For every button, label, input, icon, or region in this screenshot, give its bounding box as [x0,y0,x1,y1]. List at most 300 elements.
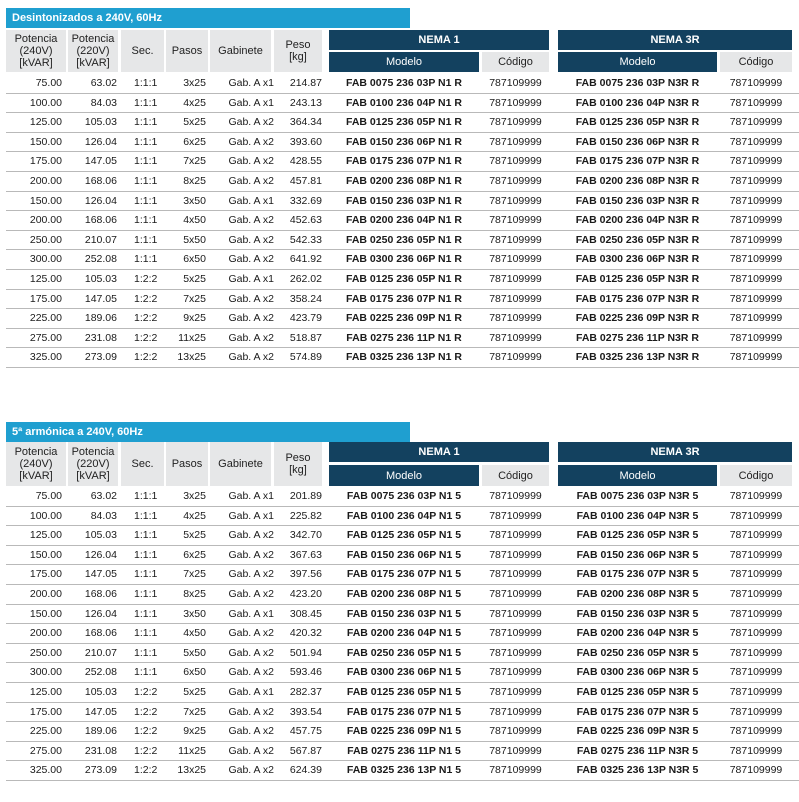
cell-modelo-nema1: FAB 0150 236 06P N1 5 [346,548,462,561]
cell-modelo-nema3r: FAB 0175 236 07P N3R 5 [576,568,699,581]
cell-codigo-nema1: 787109999 [489,509,542,522]
cell-modelo-nema1: FAB 0225 236 09P N1 R [346,312,462,325]
cell-modelo-nema3r: FAB 0125 236 05P N3R R [575,116,700,129]
cell-modelo-nema3r: FAB 0200 236 08P N3R R [575,175,700,187]
cell-codigo-nema1: 787109999 [489,568,542,581]
table-row [6,507,799,527]
cell-peso: 397.56 [289,568,322,581]
table-row [6,152,799,172]
cell-sec: 1:1:1 [134,529,158,542]
cell-gabinete: Gab. A x1 [228,607,274,620]
cell-gabinete: Gab. A x1 [228,77,274,89]
table-row [6,487,799,507]
cell-potencia-240: 175.00 [29,568,62,581]
cell-potencia-240: 200.00 [29,627,62,640]
cell-potencia-240: 125.00 [29,116,62,129]
cell-modelo-nema1: FAB 0250 236 05P N1 5 [346,646,462,659]
cell-gabinete: Gab. A x2 [228,292,274,305]
table-row [6,290,799,310]
col-header-gabinete: Gabinete [210,442,271,486]
cell-gabinete: Gab. A x2 [228,175,274,187]
table-row [6,605,799,625]
cell-peso: 332.69 [289,194,322,207]
cell-peso: 262.02 [289,273,322,285]
cell-gabinete: Gab. A x2 [228,568,274,581]
cell-codigo-nema1: 787109999 [489,135,542,148]
cell-codigo-nema3r: 787109999 [729,568,783,581]
cell-codigo-nema1: 787109999 [489,764,542,777]
cell-modelo-nema3r: FAB 0150 236 03P N3R R [575,194,700,207]
cell-sec: 1:1:1 [134,548,158,561]
cell-modelo-nema3r: FAB 0075 236 03P N3R R [575,77,700,89]
table-row [6,309,799,329]
cell-peso: 225.82 [289,509,322,522]
cell-codigo-nema3r: 787109999 [729,725,783,738]
cell-peso: 624.39 [289,764,322,777]
cell-pasos: 11x25 [178,744,206,757]
cell-codigo-nema3r: 787109999 [729,588,783,600]
cell-potencia-220: 231.08 [84,331,117,344]
cell-peso: 214.87 [289,77,322,89]
cell-codigo-nema3r: 787109999 [729,253,783,266]
nema1-modelo-header: Modelo [329,465,479,486]
cell-gabinete: Gab. A x1 [228,509,274,522]
cell-gabinete: Gab. A x1 [228,194,274,207]
cell-modelo-nema1: FAB 0200 236 04P N1 R [346,214,462,227]
cell-potencia-220: 168.06 [84,214,117,227]
nema1-codigo-header: Código [482,465,549,486]
cell-pasos: 6x50 [183,253,206,266]
cell-peso: 593.46 [289,666,322,679]
cell-modelo-nema3r: FAB 0175 236 07P N3R R [575,155,700,168]
cell-potencia-220: 147.05 [84,292,117,305]
cell-codigo-nema1: 787109999 [489,77,542,89]
cell-pasos: 8x25 [183,175,206,187]
cell-potencia-220: 231.08 [84,744,117,757]
table-row [6,703,799,723]
nema1-codigo-header: Código [482,52,549,72]
cell-potencia-240: 125.00 [29,686,62,698]
cell-modelo-nema3r: FAB 0125 236 05P N3R R [575,273,700,285]
cell-codigo-nema1: 787109999 [489,607,542,620]
nema3r-codigo-header: Código [720,52,792,72]
cell-modelo-nema3r: FAB 0275 236 11P N3R 5 [576,744,699,757]
cell-pasos: 4x50 [183,627,206,640]
cell-modelo-nema1: FAB 0075 236 03P N1 5 [346,490,462,502]
cell-pasos: 13x25 [177,764,206,777]
cell-peso: 358.24 [289,292,322,305]
cell-peso: 308.45 [289,607,322,620]
cell-potencia-240: 200.00 [29,214,62,227]
cell-modelo-nema3r: FAB 0200 236 04P N3R 5 [576,627,699,640]
cell-potencia-220: 189.06 [84,725,117,738]
cell-modelo-nema1: FAB 0150 236 03P N1 5 [346,607,462,620]
cell-gabinete: Gab. A x2 [228,233,274,246]
cell-potencia-240: 300.00 [29,666,62,679]
cell-codigo-nema1: 787109999 [489,214,542,227]
cell-potencia-220: 84.03 [90,509,117,522]
cell-peso: 641.92 [289,253,322,266]
cell-potencia-240: 150.00 [29,607,62,620]
cell-potencia-220: 252.08 [84,253,117,266]
cell-sec: 1:1:1 [134,627,158,640]
table-row [6,113,799,133]
cell-sec: 1:2:2 [134,764,158,777]
cell-codigo-nema3r: 787109999 [729,607,783,620]
col-header-pasos: Pasos [166,442,208,486]
cell-modelo-nema3r: FAB 0225 236 09P N3R R [575,312,700,325]
cell-potencia-240: 200.00 [29,588,62,600]
cell-peso: 518.87 [289,331,322,344]
cell-peso: 457.75 [289,725,322,738]
cell-modelo-nema3r: FAB 0175 236 07P N3R R [575,292,700,305]
cell-modelo-nema3r: FAB 0125 236 05P N3R 5 [576,686,699,698]
cell-modelo-nema3r: FAB 0275 236 11P N3R R [576,331,699,344]
cell-modelo-nema3r: FAB 0250 236 05P N3R 5 [576,646,699,659]
cell-sec: 1:1:1 [134,646,158,659]
cell-pasos: 8x25 [183,588,206,600]
cell-modelo-nema1: FAB 0175 236 07P N1 5 [346,705,462,718]
cell-pasos: 9x25 [183,725,206,738]
cell-potencia-220: 105.03 [84,273,117,285]
cell-sec: 1:2:2 [134,725,158,738]
cell-codigo-nema3r: 787109999 [729,96,783,109]
cell-peso: 420.32 [289,627,322,640]
cell-modelo-nema1: FAB 0200 236 08P N1 R [346,175,462,187]
cell-pasos: 3x50 [183,607,206,620]
cell-sec: 1:1:1 [134,490,158,502]
nema3r-header: NEMA 3R [558,442,792,462]
cell-gabinete: Gab. A x1 [228,490,274,502]
table-row [6,133,799,153]
cell-codigo-nema3r: 787109999 [729,764,783,777]
cell-potencia-240: 100.00 [29,509,62,522]
cell-pasos: 5x25 [183,273,206,285]
table-row [6,742,799,762]
cell-peso: 364.34 [289,116,322,129]
cell-codigo-nema3r: 787109999 [729,686,783,698]
cell-potencia-220: 126.04 [84,607,117,620]
table-row [6,663,799,683]
cell-potencia-220: 189.06 [84,312,117,325]
cell-potencia-240: 125.00 [29,273,62,285]
cell-potencia-240: 175.00 [29,155,62,168]
cell-modelo-nema1: FAB 0125 236 05P N1 R [346,273,462,285]
cell-potencia-240: 250.00 [29,233,62,246]
cell-potencia-220: 84.03 [90,96,117,109]
col-header-potencia-240: Potencia (240V) [kVAR] [6,30,66,72]
cell-codigo-nema1: 787109999 [489,627,542,640]
cell-potencia-240: 250.00 [29,646,62,659]
cell-pasos: 5x25 [183,686,206,698]
col-header-peso: Peso [kg] [274,442,322,486]
cell-codigo-nema1: 787109999 [489,548,542,561]
cell-modelo-nema3r: FAB 0150 236 06P N3R 5 [576,548,699,561]
cell-gabinete: Gab. A x2 [228,529,274,542]
cell-modelo-nema1: FAB 0150 236 06P N1 R [346,135,462,148]
cell-modelo-nema3r: FAB 0075 236 03P N3R 5 [576,490,699,502]
section-title: 5ª armónica a 240V, 60Hz [6,422,410,442]
cell-potencia-240: 325.00 [29,351,62,364]
cell-peso: 567.87 [289,744,322,757]
cell-modelo-nema1: FAB 0100 236 04P N1 R [346,96,462,109]
cell-potencia-220: 63.02 [90,490,117,502]
cell-modelo-nema1: FAB 0125 236 05P N1 5 [346,686,462,698]
cell-potencia-220: 168.06 [84,175,117,187]
cell-modelo-nema1: FAB 0175 236 07P N1 R [346,155,462,168]
nema3r-modelo-header: Modelo [558,52,717,72]
cell-codigo-nema3r: 787109999 [729,490,783,502]
cell-potencia-220: 105.03 [84,529,117,542]
nema1-header: NEMA 1 [329,442,549,462]
cell-pasos: 6x25 [183,548,206,561]
cell-peso: 452.63 [289,214,322,227]
nema3r-header: NEMA 3R [558,30,792,50]
cell-modelo-nema1: FAB 0100 236 04P N1 5 [346,509,462,522]
cell-pasos: 5x50 [183,233,206,246]
cell-codigo-nema3r: 787109999 [729,155,783,168]
cell-peso: 428.55 [289,155,322,168]
cell-gabinete: Gab. A x1 [228,273,274,285]
cell-modelo-nema3r: FAB 0175 236 07P N3R 5 [576,705,699,718]
cell-potencia-220: 273.09 [84,764,117,777]
cell-peso: 423.79 [289,312,322,325]
cell-gabinete: Gab. A x2 [228,351,274,364]
cell-gabinete: Gab. A x2 [228,548,274,561]
cell-sec: 1:1:1 [134,253,158,266]
table-row [6,94,799,114]
cell-modelo-nema1: FAB 0325 236 13P N1 5 [346,764,462,777]
cell-codigo-nema3r: 787109999 [729,175,783,187]
cell-gabinete: Gab. A x2 [228,705,274,718]
col-header-sec: Sec. [121,442,164,486]
cell-sec: 1:1:1 [134,194,158,207]
cell-codigo-nema3r: 787109999 [729,627,783,640]
cell-modelo-nema3r: FAB 0150 236 03P N3R 5 [576,607,699,620]
cell-modelo-nema1: FAB 0150 236 03P N1 R [346,194,462,207]
cell-gabinete: Gab. A x2 [228,253,274,266]
cell-gabinete: Gab. A x2 [228,666,274,679]
cell-codigo-nema3r: 787109999 [729,292,783,305]
cell-codigo-nema1: 787109999 [489,705,542,718]
cell-modelo-nema1: FAB 0175 236 07P N1 R [346,292,462,305]
cell-potencia-240: 100.00 [29,96,62,109]
cell-potencia-240: 175.00 [29,292,62,305]
cell-codigo-nema3r: 787109999 [729,214,783,227]
table-row [6,348,799,368]
cell-sec: 1:2:2 [134,331,158,344]
cell-modelo-nema3r: FAB 0300 236 06P N3R 5 [576,666,699,679]
cell-sec: 1:2:2 [134,686,158,698]
cell-codigo-nema1: 787109999 [489,725,542,738]
cell-sec: 1:1:1 [134,607,158,620]
cell-sec: 1:2:2 [134,273,158,285]
cell-modelo-nema1: FAB 0300 236 06P N1 5 [346,666,462,679]
cell-potencia-220: 168.06 [84,627,117,640]
cell-codigo-nema1: 787109999 [489,233,542,246]
cell-gabinete: Gab. A x2 [228,135,274,148]
cell-modelo-nema1: FAB 0225 236 09P N1 5 [346,725,462,738]
table-row [6,526,799,546]
cell-peso: 393.54 [289,705,322,718]
cell-modelo-nema1: FAB 0300 236 06P N1 R [346,253,462,266]
cell-modelo-nema3r: FAB 0200 236 04P N3R R [575,214,700,227]
cell-codigo-nema3r: 787109999 [729,529,783,542]
cell-codigo-nema1: 787109999 [489,686,542,698]
table-row [6,231,799,251]
cell-modelo-nema3r: FAB 0200 236 08P N3R 5 [576,588,699,600]
cell-codigo-nema3r: 787109999 [729,116,783,129]
cell-sec: 1:1:1 [134,666,158,679]
cell-potencia-220: 63.02 [90,77,117,89]
cell-potencia-240: 150.00 [29,548,62,561]
cell-codigo-nema3r: 787109999 [729,744,783,757]
cell-sec: 1:1:1 [134,77,158,89]
cell-codigo-nema1: 787109999 [489,155,542,168]
table-row [6,761,799,781]
table-row [6,211,799,231]
cell-sec: 1:1:1 [134,96,158,109]
cell-potencia-240: 225.00 [29,725,62,738]
cell-codigo-nema1: 787109999 [489,96,542,109]
cell-pasos: 9x25 [183,312,206,325]
cell-modelo-nema3r: FAB 0225 236 09P N3R 5 [576,725,699,738]
cell-codigo-nema1: 787109999 [489,194,542,207]
table-row [6,546,799,566]
cell-codigo-nema3r: 787109999 [729,312,783,325]
cell-peso: 542.33 [289,233,322,246]
cell-peso: 282.37 [289,686,322,698]
cell-codigo-nema1: 787109999 [489,490,542,502]
cell-gabinete: Gab. A x2 [228,744,274,757]
cell-peso: 201.89 [289,490,322,502]
cell-potencia-240: 150.00 [29,135,62,148]
cell-potencia-220: 210.07 [84,646,117,659]
cell-codigo-nema3r: 787109999 [729,351,783,364]
cell-modelo-nema1: FAB 0275 236 11P N1 R [346,331,462,344]
cell-codigo-nema3r: 787109999 [729,331,783,344]
cell-codigo-nema1: 787109999 [489,116,542,129]
cell-potencia-240: 275.00 [29,744,62,757]
cell-modelo-nema3r: FAB 0100 236 04P N3R 5 [576,509,699,522]
table-row [6,644,799,664]
cell-gabinete: Gab. A x2 [228,214,274,227]
cell-sec: 1:1:1 [134,588,158,600]
col-header-pasos: Pasos [166,30,208,72]
cell-pasos: 4x25 [183,96,206,109]
cell-codigo-nema1: 787109999 [489,744,542,757]
cell-pasos: 7x25 [183,705,206,718]
cell-codigo-nema1: 787109999 [489,175,542,187]
cell-gabinete: Gab. A x2 [228,155,274,168]
cell-peso: 243.13 [289,96,322,109]
cell-pasos: 5x25 [183,529,206,542]
cell-pasos: 4x50 [183,214,206,227]
cell-codigo-nema3r: 787109999 [729,509,783,522]
cell-pasos: 7x25 [183,568,206,581]
cell-peso: 342.70 [289,529,322,542]
cell-gabinete: Gab. A x2 [228,764,274,777]
cell-gabinete: Gab. A x2 [228,116,274,129]
cell-peso: 457.81 [289,175,322,187]
cell-sec: 1:2:2 [134,312,158,325]
col-header-gabinete: Gabinete [210,30,271,72]
cell-peso: 574.89 [289,351,322,364]
cell-codigo-nema3r: 787109999 [729,194,783,207]
cell-potencia-240: 75.00 [35,77,62,89]
cell-potencia-240: 275.00 [29,331,62,344]
cell-sec: 1:1:1 [134,233,158,246]
cell-codigo-nema1: 787109999 [489,312,542,325]
cell-modelo-nema1: FAB 0175 236 07P N1 5 [346,568,462,581]
cell-sec: 1:2:2 [134,292,158,305]
col-header-peso: Peso [kg] [274,30,322,72]
cell-potencia-220: 126.04 [84,135,117,148]
cell-potencia-220: 147.05 [84,155,117,168]
cell-pasos: 7x25 [183,292,206,305]
cell-codigo-nema1: 787109999 [489,253,542,266]
section-title: Desintonizados a 240V, 60Hz [6,8,410,28]
cell-modelo-nema1: FAB 0250 236 05P N1 R [346,233,462,246]
cell-gabinete: Gab. A x2 [228,646,274,659]
cell-codigo-nema1: 787109999 [489,273,542,285]
cell-modelo-nema1: FAB 0325 236 13P N1 R [346,351,462,364]
table-row [6,722,799,742]
cell-peso: 367.63 [289,548,322,561]
cell-gabinete: Gab. A x2 [228,312,274,325]
cell-pasos: 3x25 [183,77,206,89]
cell-pasos: 5x50 [183,646,206,659]
cell-sec: 1:1:1 [134,175,158,187]
nema1-modelo-header: Modelo [329,52,479,72]
cell-modelo-nema3r: FAB 0150 236 06P N3R R [575,135,700,148]
cell-codigo-nema3r: 787109999 [729,646,783,659]
cell-sec: 1:2:2 [134,744,158,757]
col-header-sec: Sec. [121,30,164,72]
cell-potencia-220: 126.04 [84,194,117,207]
cell-potencia-240: 325.00 [29,764,62,777]
cell-gabinete: Gab. A x2 [228,588,274,600]
cell-pasos: 13x25 [177,351,206,364]
cell-modelo-nema1: FAB 0125 236 05P N1 R [346,116,462,129]
cell-modelo-nema3r: FAB 0250 236 05P N3R R [575,233,700,246]
cell-potencia-220: 168.06 [84,588,117,600]
cell-codigo-nema1: 787109999 [489,529,542,542]
cell-codigo-nema1: 787109999 [489,292,542,305]
cell-gabinete: Gab. A x2 [228,627,274,640]
cell-peso: 393.60 [289,135,322,148]
cell-sec: 1:2:2 [134,351,158,364]
col-header-potencia-220: Potencia (220V) [kVAR] [68,30,118,72]
nema1-header: NEMA 1 [329,30,549,50]
cell-potencia-240: 200.00 [29,175,62,187]
cell-pasos: 6x25 [183,135,206,148]
cell-potencia-240: 225.00 [29,312,62,325]
cell-sec: 1:1:1 [134,135,158,148]
cell-codigo-nema3r: 787109999 [729,233,783,246]
cell-potencia-220: 105.03 [84,116,117,129]
cell-potencia-220: 252.08 [84,666,117,679]
table-row [6,565,799,585]
cell-modelo-nema3r: FAB 0125 236 05P N3R 5 [576,529,699,542]
cell-modelo-nema1: FAB 0075 236 03P N1 R [346,77,462,89]
cell-potencia-240: 175.00 [29,705,62,718]
cell-modelo-nema3r: FAB 0325 236 13P N3R 5 [576,764,699,777]
cell-modelo-nema3r: FAB 0300 236 06P N3R R [575,253,700,266]
nema3r-codigo-header: Código [720,465,792,486]
cell-pasos: 3x25 [183,490,206,502]
cell-pasos: 3x50 [183,194,206,207]
